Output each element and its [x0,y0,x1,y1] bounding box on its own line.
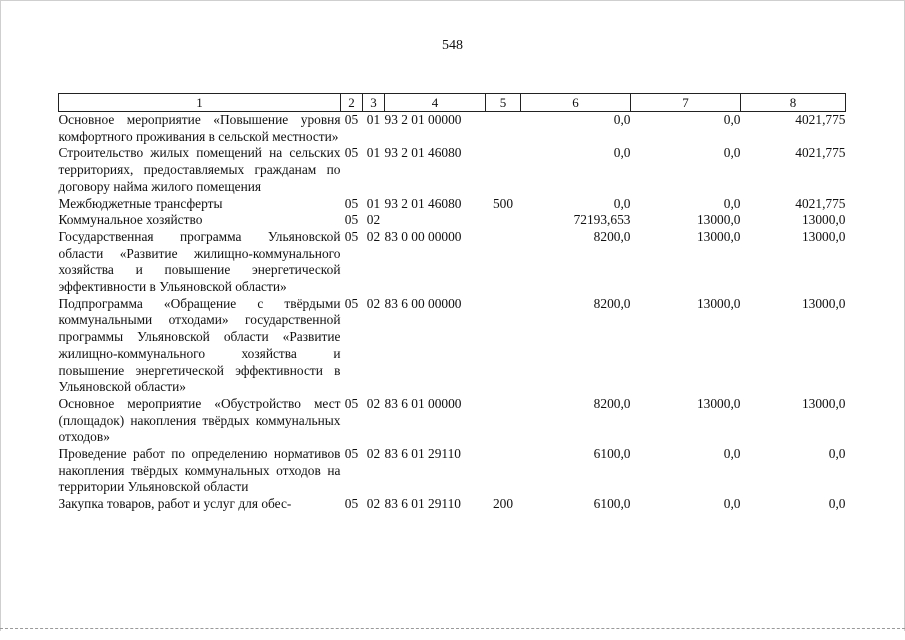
column-header: 8 [741,94,846,112]
target-article-code: 93 2 01 46080 [384,145,462,161]
table-row [59,196,846,213]
row-name: Государственная программа Ульяновской области «Развитие жилищно-коммунального хозяйства и повышение энергетической эффективности в Ульяновской области» [58,228,341,295]
amount-col6: 0,0 [613,112,631,127]
table-row [59,496,846,513]
expense-type-code [486,145,521,195]
page-number: 548 [442,38,463,53]
amount-col7: 0,0 [723,496,741,512]
budget-table [58,93,846,513]
row-name: Проведение работ по определению нормативов накопления твёрдых коммунальных отходов на территории Ульяновской области [58,446,341,495]
column-header: 1 [59,94,341,112]
amount-col7: 13000,0 [696,395,741,411]
subsection-code: 02 [366,228,381,244]
amount-col8: 13000,0 [801,228,846,244]
amount-col8: 4021,775 [795,145,846,161]
section-code: 05 [344,145,359,161]
amount-col6: 0,0 [613,195,631,211]
section-code: 05 [344,446,359,462]
amount-col8: 13000,0 [801,395,846,411]
target-article-code [385,212,486,229]
amount-col6: 72193,653 [573,212,631,228]
expense-type-code [486,296,521,396]
amount-col8: 4021,775 [795,195,846,211]
row-name: Строительство жилых помещений на сельских территориях, предоставляемых гражданам по договору найма жилого помещения [58,145,341,194]
section-code: 05 [344,295,359,311]
table-header-row [59,94,846,112]
column-header: 3 [363,94,385,112]
amount-col6: 8200,0 [593,228,631,244]
section-code: 05 [344,212,359,228]
expense-type-code: 200 [492,496,514,512]
table-row [59,296,846,396]
row-name: Основное мероприятие «Обустройство мест (площадок) накопления твёрдых коммунальных отходов» [58,395,341,445]
page-bottom-edge [0,628,905,629]
column-header: 2 [341,94,363,112]
amount-col8: 0,0 [828,446,846,462]
section-code: 05 [344,496,359,512]
table-row [59,396,846,446]
target-article-code: 83 6 01 29110 [384,496,461,512]
target-article-code: 83 0 00 00000 [384,228,462,244]
table-row [59,212,846,229]
subsection-code: 01 [366,145,381,161]
target-article-code: 93 2 01 00000 [384,112,462,127]
amount-col7: 13000,0 [696,228,741,244]
subsection-code: 01 [366,195,381,211]
target-article-code: 83 6 01 29110 [384,446,461,462]
section-code: 05 [344,112,359,127]
table-row [59,112,846,146]
amount-col6: 6100,0 [593,446,631,462]
column-header: 4 [385,94,486,112]
column-header: 6 [521,94,631,112]
amount-col6: 8200,0 [593,395,631,411]
amount-col7: 0,0 [723,145,741,161]
column-header: 7 [631,94,741,112]
target-article-code: 83 6 00 00000 [384,295,462,311]
expense-type-code [486,112,521,146]
subsection-code: 01 [366,112,381,127]
amount-col7: 0,0 [723,195,741,211]
subsection-code: 02 [366,212,381,228]
amount-col8: 0,0 [828,496,846,512]
amount-col8: 13000,0 [801,212,846,228]
column-header: 5 [486,94,521,112]
amount-col7: 0,0 [723,112,741,127]
subsection-code: 02 [366,295,381,311]
amount-col6: 6100,0 [593,496,631,512]
amount-col8: 4021,775 [795,112,846,127]
target-article-code: 93 2 01 46080 [384,195,462,211]
subsection-code: 02 [366,395,381,411]
section-code: 05 [344,395,359,411]
expense-type-code [486,446,521,496]
section-code: 05 [344,195,359,211]
amount-col7: 13000,0 [696,212,741,228]
row-name: Коммунальное хозяйство [58,212,203,228]
amount-col6: 8200,0 [593,295,631,311]
table-row [59,229,846,296]
amount-col7: 13000,0 [696,295,741,311]
expense-type-code [486,212,521,229]
target-article-code: 83 6 01 00000 [384,395,462,411]
row-name: Подпрограмма «Обращение с твёрдыми коммунальными отходами» государственной программы Ульяновской области «Развитие жилищно-коммунального хозяйства и повышение энергетической эффективности в Ульяновской области» [58,295,341,395]
subsection-code: 02 [366,446,381,462]
table-row [59,145,846,195]
row-name: Закупка товаров, работ и услуг для обес- [58,496,292,512]
table-row [59,446,846,496]
section-code: 05 [344,228,359,244]
expense-type-code [486,229,521,296]
row-name: Межбюджетные трансферты [58,195,223,211]
amount-col6: 0,0 [613,145,631,161]
expense-type-code [486,396,521,446]
expense-type-code: 500 [492,195,514,211]
amount-col8: 13000,0 [801,295,846,311]
subsection-code: 02 [366,496,381,512]
row-name: Основное мероприятие «Повышение уровня комфортного проживания в сельской местности» [58,112,341,144]
amount-col7: 0,0 [723,446,741,462]
